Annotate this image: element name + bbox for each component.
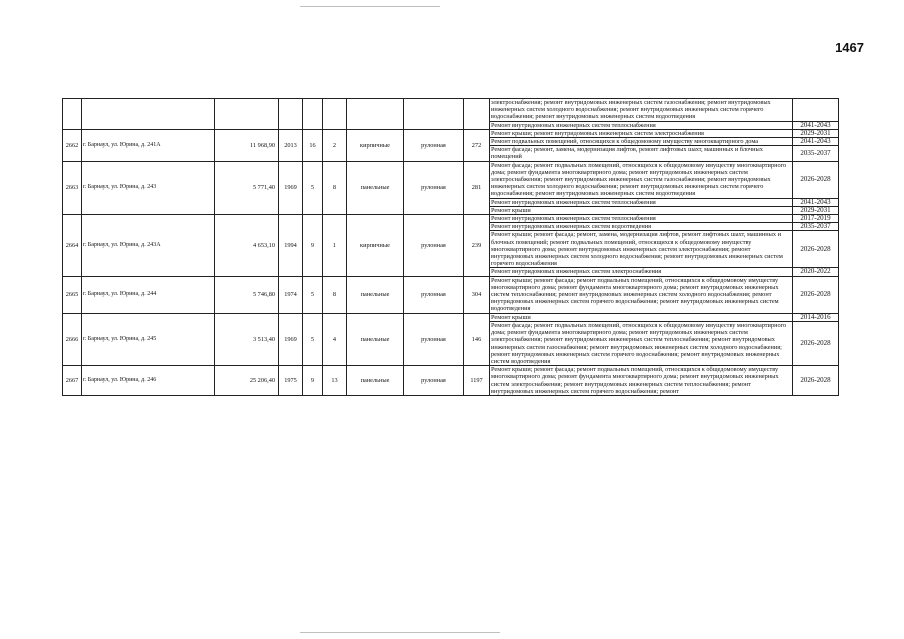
- address-cell: г. Барнаул, ул. Юрина, д. 241А: [82, 129, 215, 161]
- row-number-cell: 2666: [63, 313, 82, 365]
- area-cell: 5 771,40: [215, 161, 279, 214]
- floors-cell: 16: [303, 129, 323, 161]
- roof-type-cell: рулонная: [404, 313, 464, 365]
- planned-period-cell: 2029-2031: [793, 129, 839, 137]
- work-description-cell: Ремонт фасада; ремонт, замена, модернизация лифтов, ремонт лифтовых шахт, машинных и блочных помещений: [490, 146, 793, 161]
- address-cell: г. Барнаул, ул. Юрина, д. 246: [82, 366, 215, 396]
- work-description-cell: Ремонт крыши: [490, 206, 793, 214]
- year-cell: 1974: [279, 276, 303, 313]
- entrances-cell: 13: [323, 366, 347, 396]
- planned-period-cell: 2029-2031: [793, 206, 839, 214]
- table-row: [63, 161, 839, 198]
- address-cell: г. Барнаул, ул. Юрина, д. 243А: [82, 215, 215, 277]
- scan-mark-bottom: [300, 632, 500, 633]
- work-description-cell: Ремонт внутридомовых инженерных систем водоотведения: [490, 223, 793, 231]
- area-cell: 3 513,40: [215, 313, 279, 365]
- planned-period-cell: 2026-2028: [793, 161, 839, 198]
- entrances-cell: 8: [323, 161, 347, 214]
- row-number-cell: 2663: [63, 161, 82, 214]
- entrances-cell: [323, 99, 347, 130]
- planned-period-cell: [793, 99, 839, 122]
- year-cell: 1975: [279, 366, 303, 396]
- address-cell: [82, 99, 215, 130]
- table-body: [63, 99, 839, 396]
- area-cell: 25 206,40: [215, 366, 279, 396]
- floors-cell: 5: [303, 313, 323, 365]
- work-description-cell: Ремонт фасада; ремонт подвальных помещений, относящихся к общедомовому имуществу многоквартирного дома; ремонт фундамента многоквартирного дома; ремонт внутридомовых инженерных систем электроснабжения; ремонт внутридомовых инженерных систем теплоснабжения; ремонт внутридомовых инженерных систем газоснабжения; ремонт внутридомовых инженерных систем холодного водоснабжения; ремонт внутридомовых инженерных систем горячего водоснабжения; ремонт внутридомовых инженерных систем водоотведения: [490, 321, 793, 365]
- work-description-cell: Ремонт внутридомовых инженерных систем электроснабжения: [490, 268, 793, 276]
- wall-material-cell: панельные: [347, 161, 404, 214]
- work-description-cell: Ремонт внутридомовых инженерных систем теплоснабжения: [490, 215, 793, 223]
- table-row: [63, 276, 839, 313]
- floors-cell: 5: [303, 276, 323, 313]
- work-description-cell: Ремонт крыши; ремонт фасада; ремонт подвальных помещений, относящихся к общедомовому имуществу многоквартирного дома; ремонт фундамента многоквартирного дома; ремонт внутридомовых инженерных систем электроснабжения; ремонт внутридомовых инженерных систем теплоснабжения; ремонт внутридомовых инженерных систем горячего водоснабжения; ремонт: [490, 366, 793, 396]
- floors-cell: 5: [303, 161, 323, 214]
- roof-type-cell: рулонная: [404, 366, 464, 396]
- area-cell: 5 746,80: [215, 276, 279, 313]
- residents-cell: 272: [464, 129, 490, 161]
- work-description-cell: Ремонт крыши; ремонт фасада; ремонт, замена, модернизация лифтов, ремонт лифтовых шахт, машинных и блочных помещений; ремонт подвальных помещений, относящихся к общедомовому имуществу многоквартирного дома; ремонт внутридомовых инженерных систем электроснабжения; ремонт внутридомовых инженерных систем холодного водоснабжения; ремонт внутридомовых инженерных систем горячего водоснабжения: [490, 231, 793, 268]
- year-cell: 2013: [279, 129, 303, 161]
- planned-period-cell: 2035-2037: [793, 223, 839, 231]
- floors-cell: 9: [303, 366, 323, 396]
- roof-type-cell: [404, 99, 464, 130]
- entrances-cell: 8: [323, 276, 347, 313]
- year-cell: 1994: [279, 215, 303, 277]
- work-description-cell: Ремонт подвальных помещений, относящихся к общедомовому имуществу многоквартирного дома: [490, 138, 793, 146]
- roof-type-cell: рулонная: [404, 161, 464, 214]
- work-description-cell: Ремонт внутридомовых инженерных систем теплоснабжения: [490, 121, 793, 129]
- row-number-cell: 2667: [63, 366, 82, 396]
- wall-material-cell: панельные: [347, 366, 404, 396]
- year-cell: 1969: [279, 313, 303, 365]
- roof-type-cell: рулонная: [404, 129, 464, 161]
- entrances-cell: 4: [323, 313, 347, 365]
- area-cell: 11 968,90: [215, 129, 279, 161]
- year-cell: 1969: [279, 161, 303, 214]
- residents-cell: 146: [464, 313, 490, 365]
- work-description-cell: Ремонт внутридомовых инженерных систем теплоснабжения: [490, 198, 793, 206]
- residents-cell: 239: [464, 215, 490, 277]
- wall-material-cell: [347, 99, 404, 130]
- work-description-cell: Ремонт крыши; ремонт фасада; ремонт подвальных помещений, относящихся к общедомовому имуществу многоквартирного дома; ремонт фундамента многоквартирного дома; ремонт внутридомовых инженерных систем теплоснабжения; ремонт внутридомовых инженерных систем холодного водоснабжения; ремонт внутридомовых инженерных систем горячего водоснабжения; ремонт внутридомовых инженерных систем водоотведения: [490, 276, 793, 313]
- row-number-cell: 2665: [63, 276, 82, 313]
- entrances-cell: 2: [323, 129, 347, 161]
- planned-period-cell: 2017-2019: [793, 215, 839, 223]
- planned-period-cell: 2026-2028: [793, 231, 839, 268]
- capital-repair-table: [62, 98, 839, 396]
- work-description-cell: Ремонт крыши: [490, 313, 793, 321]
- wall-material-cell: кирпичные: [347, 215, 404, 277]
- planned-period-cell: 2026-2028: [793, 276, 839, 313]
- row-number-cell: 2662: [63, 129, 82, 161]
- wall-material-cell: панельные: [347, 276, 404, 313]
- planned-period-cell: 2014-2016: [793, 313, 839, 321]
- scan-mark-top: [300, 6, 440, 7]
- area-cell: 4 653,10: [215, 215, 279, 277]
- table-row: [63, 313, 839, 321]
- page-number: 1467: [835, 40, 864, 55]
- work-description-cell: Ремонт фасада; ремонт подвальных помещений, относящихся к общедомовому имуществу многоквартирного дома; ремонт фундамента многоквартирного дома; ремонт внутридомовых инженерных систем электроснабжения; ремонт внутридомовых инженерных систем газоснабжения; ремонт внутридомовых инженерных систем холодного водоснабжения; ремонт внутридомовых инженерных систем горячего водоснабжения; ремонт внутридомовых инженерных систем водоотведения: [490, 161, 793, 198]
- residents-cell: 281: [464, 161, 490, 214]
- wall-material-cell: кирпичные: [347, 129, 404, 161]
- planned-period-cell: 2041-2043: [793, 121, 839, 129]
- planned-period-cell: 2041-2043: [793, 198, 839, 206]
- area-cell: [215, 99, 279, 130]
- entrances-cell: 1: [323, 215, 347, 277]
- table-row: [63, 129, 839, 137]
- address-cell: г. Барнаул, ул. Юрина, д. 243: [82, 161, 215, 214]
- planned-period-cell: 2020-2022: [793, 268, 839, 276]
- table-row: [63, 366, 839, 396]
- planned-period-cell: 2026-2028: [793, 366, 839, 396]
- table-row: [63, 215, 839, 223]
- floors-cell: 9: [303, 215, 323, 277]
- year-cell: [279, 99, 303, 130]
- residents-cell: 304: [464, 276, 490, 313]
- work-description-cell: Ремонт крыши; ремонт внутридомовых инженерных систем электроснабжения: [490, 129, 793, 137]
- floors-cell: [303, 99, 323, 130]
- residents-cell: [464, 99, 490, 130]
- planned-period-cell: 2035-2037: [793, 146, 839, 161]
- row-number-cell: [63, 99, 82, 130]
- residents-cell: 1197: [464, 366, 490, 396]
- work-description-cell: электроснабжения; ремонт внутридомовых инженерных систем газоснабжения; ремонт внутридомовых инженерных систем холодного водоснабжения; ремонт внутридомовых инженерных систем горячего водоснабжения; ремонт внутридомовых инженерных систем водоотведения: [490, 99, 793, 122]
- planned-period-cell: 2026-2028: [793, 321, 839, 365]
- row-number-cell: 2664: [63, 215, 82, 277]
- roof-type-cell: рулонная: [404, 215, 464, 277]
- table-row: [63, 99, 839, 122]
- roof-type-cell: рулонная: [404, 276, 464, 313]
- planned-period-cell: 2041-2043: [793, 138, 839, 146]
- wall-material-cell: панельные: [347, 313, 404, 365]
- address-cell: г. Барнаул, ул. Юрина, д. 244: [82, 276, 215, 313]
- address-cell: г. Барнаул, ул. Юрина, д. 245: [82, 313, 215, 365]
